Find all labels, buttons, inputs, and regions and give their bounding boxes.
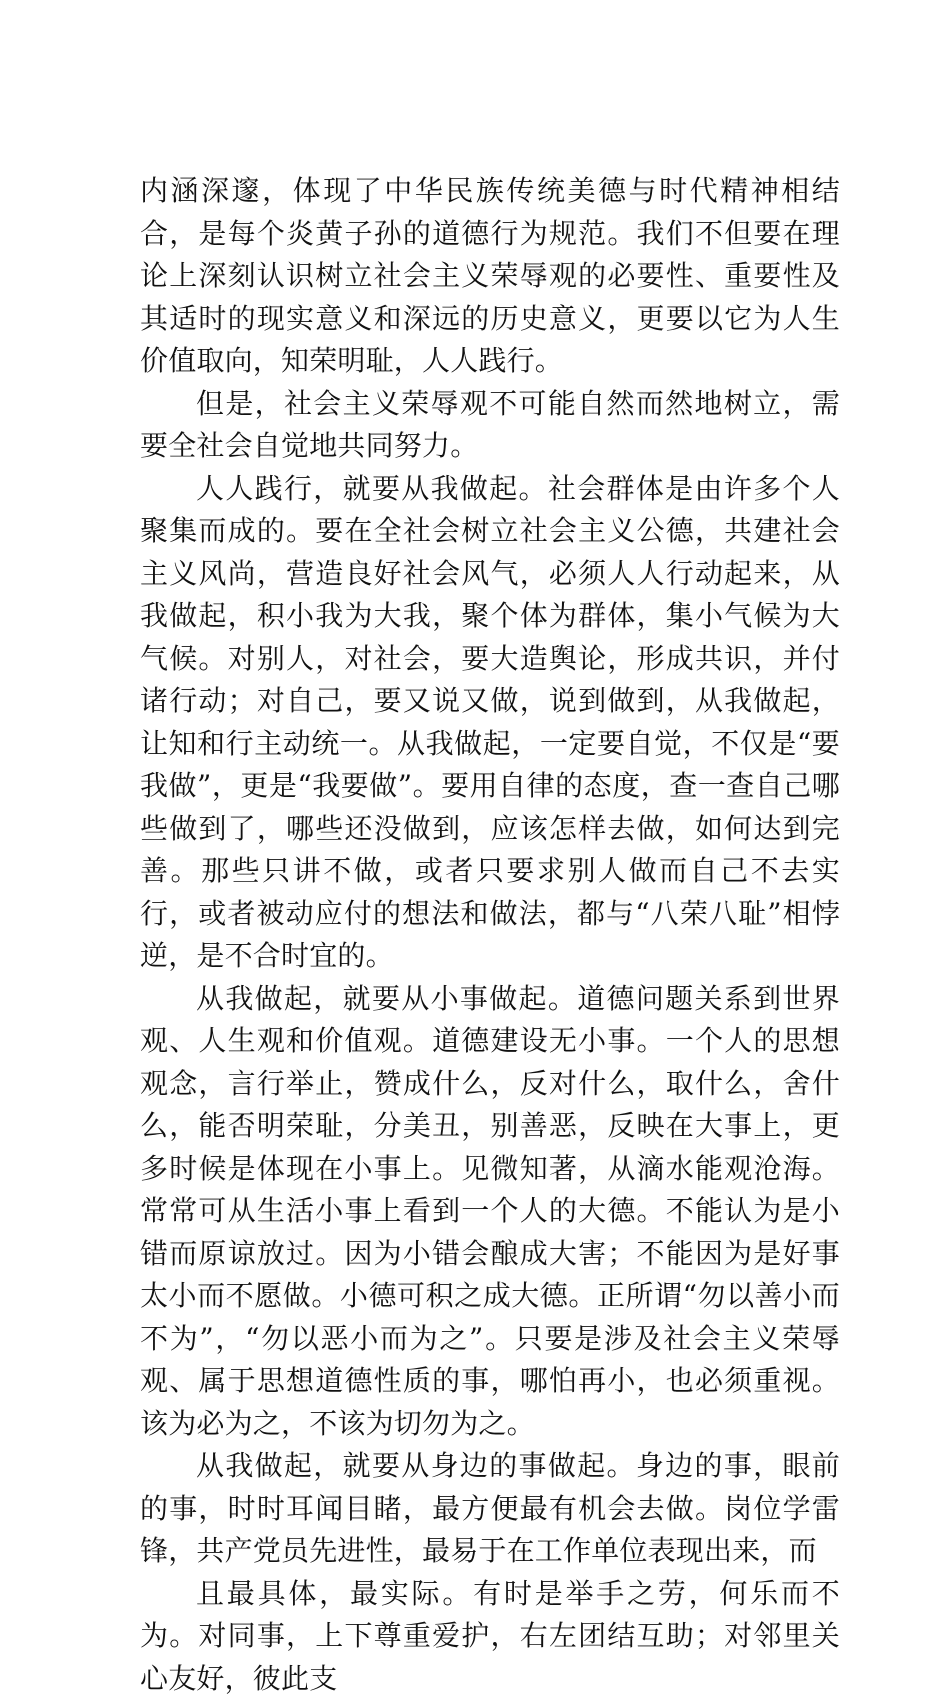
paragraph-1: 内涵深邃，体现了中华民族传统美德与时代精神相结合，是每个炎黄子孙的道德行为规范。我们不但要在理论上深刻认识树立社会主义荣辱观的必要性、重要性及其适时的现实意义和深远的历史意义，更要以它为人生价值取向，知荣明耻，人人践行。 — [140, 170, 840, 383]
paragraph-2: 但是，社会主义荣辱观不可能自然而然地树立，需要全社会自觉地共同努力。 — [140, 383, 840, 468]
paragraph-6: 且最具体，最实际。有时是举手之劳，何乐而不为。对同事，上下尊重爱护，右左团结互助；对邻里关心友好，彼此支 — [140, 1573, 840, 1700]
document-body — [140, 170, 840, 1700]
paragraph-3: 人人践行，就要从我做起。社会群体是由许多个人聚集而成的。要在全社会树立社会主义公德，共建社会主义风尚，营造良好社会风气，必须人人行动起来，从我做起，积小我为大我，聚个体为群体，集小气候为大气候。对别人，对社会，要大造舆论，形成共识，并付诸行动；对自己，要又说又做，说到做到，从我做起，让知和行主动统一。从我做起，一定要自觉，不仅是“要我做”，更是“我要做”。要用自律的态度，查一查自己哪些做到了，哪些还没做到，应该怎样去做，如何达到完善。那些只讲不做，或者只要求别人做而自己不去实行，或者被动应付的想法和做法，都与“八荣八耻”相悖逆，是不合时宜的。 — [140, 468, 840, 978]
paragraph-5: 从我做起，就要从身边的事做起。身边的事，眼前的事，时时耳闻目睹，最方便最有机会去做。岗位学雷锋，共产党员先进性，最易于在工作单位表现出来，而 — [140, 1445, 840, 1573]
paragraph-4: 从我做起，就要从小事做起。道德问题关系到世界观、人生观和价值观。道德建设无小事。一个人的思想观念，言行举止，赞成什么，反对什么，取什么，舍什么，能否明荣耻，分美丑，别善恶，反映在大事上，更多时候是体现在小事上。见微知著，从滴水能观沧海。常常可从生活小事上看到一个人的大德。不能认为是小错而原谅放过。因为小错会酿成大害；不能因为是好事太小而不愿做。小德可积之成大德。正所谓“勿以善小而不为”，“勿以恶小而为之”。只要是涉及社会主义荣辱观、属于思想道德性质的事，哪怕再小，也必须重视。该为必为之，不该为切勿为之。 — [140, 978, 840, 1446]
